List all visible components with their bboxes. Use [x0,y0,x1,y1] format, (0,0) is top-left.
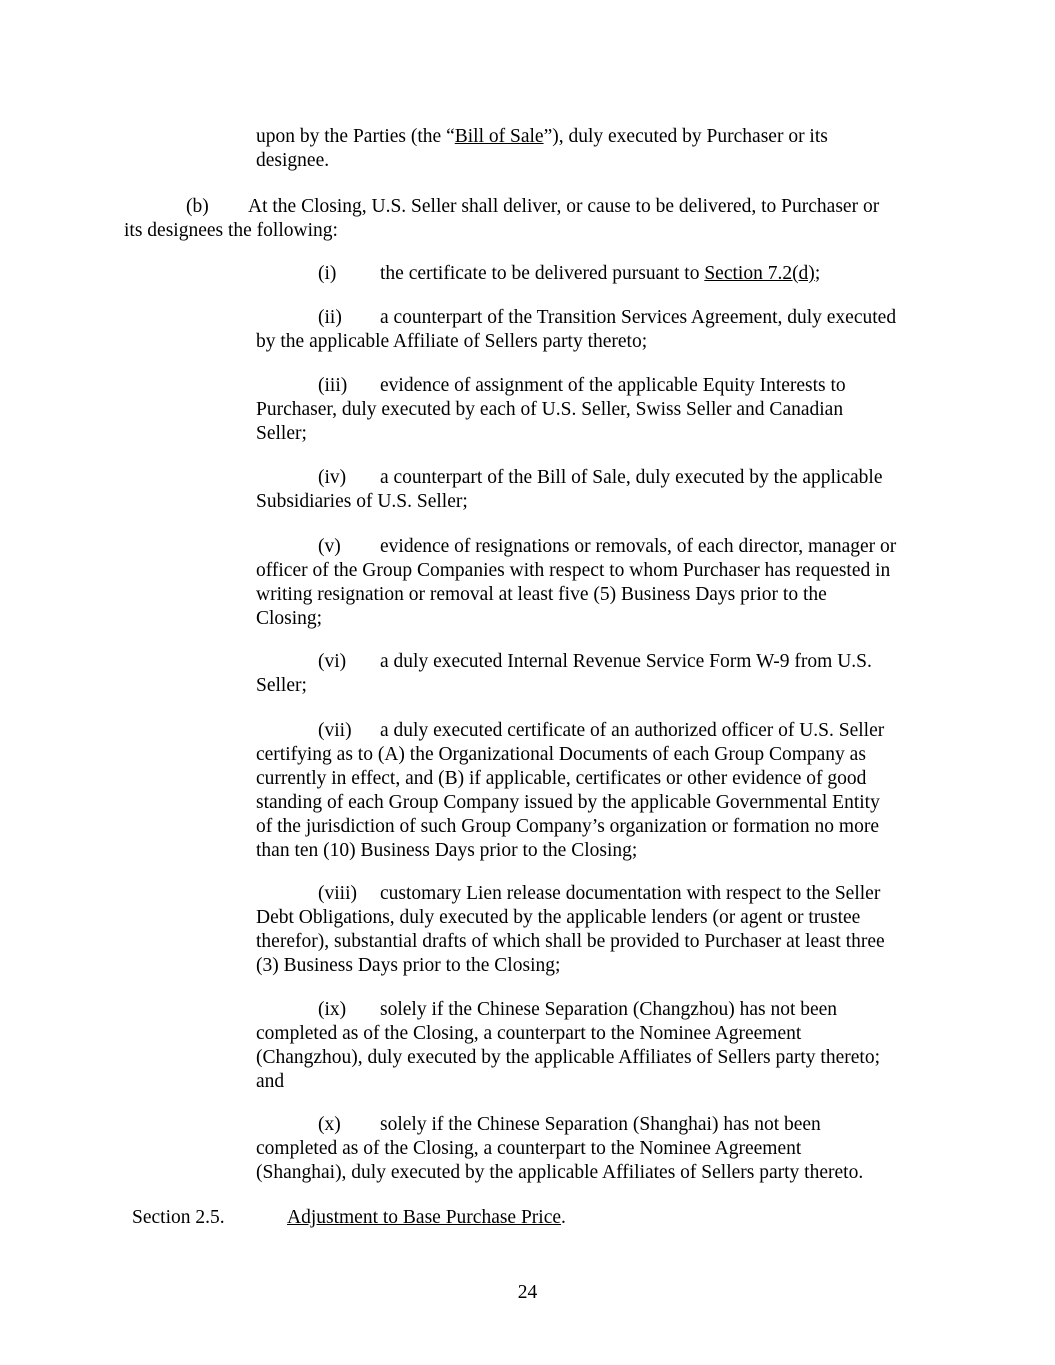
section-heading [287,1206,566,1230]
item-text: Purchaser, duly executed by each of U.S. Seller, Swiss Seller and Canadian [256,399,844,420]
item-text: standing of each Group Company issued by the applicable Governmental Entity [256,792,880,813]
item-text: therefor), substantial drafts of which shall be provided to Purchaser at least three [256,931,885,952]
item-label: (x) [318,1114,341,1135]
list-item-i [256,262,946,286]
intro-text: upon by the Parties (the “ [256,126,455,147]
list-item-vii [256,719,946,863]
item-text: currently in effect, and (B) if applicable, certificates or other evidence of good [256,768,867,789]
item-text: evidence of assignment of the applicable Equity Interests to [380,375,846,396]
item-text: completed as of the Closing, a counterpart to the Nominee Agreement [256,1138,802,1159]
page-number: 24 [517,1282,538,1303]
intro-line-2: designee. [256,150,330,171]
item-text: and [256,1071,285,1092]
item-label: (iv) [318,467,347,488]
item-text: officer of the Group Companies with respect to whom Purchaser has requested in [256,560,891,581]
item-text: certifying as to (A) the Organizational Documents of each Group Company as [256,744,866,765]
list-item-iv [256,466,946,514]
item-text: by the applicable Affiliate of Sellers party thereto; [256,331,648,352]
item-text: (3) Business Days prior to the Closing; [256,955,561,976]
item-text: Seller; [256,423,307,444]
section-title-period: . [561,1207,566,1228]
item-label: (iii) [318,375,348,396]
item-label: (i) [318,263,337,284]
paragraph-b [124,195,944,243]
item-text-post: ; [814,263,821,284]
paragraph-b-text-2: its designees the following: [124,220,338,241]
item-label: (v) [318,536,341,557]
item-text: a counterpart of the Transition Services Agreement, duly executed [380,307,897,328]
item-text: customary Lien release documentation with respect to the Seller [380,883,881,904]
item-text: Seller; [256,675,307,696]
list-item-iii [256,374,946,446]
item-label: (vi) [318,651,347,672]
item-text: a counterpart of the Bill of Sale, duly executed by the applicable [380,467,883,488]
item-label: (ix) [318,999,347,1020]
bill-of-sale-term: Bill of Sale [454,126,544,147]
list-item-v [256,535,946,631]
intro-line-1 [256,125,828,149]
section-title: Adjustment to Base Purchase Price [287,1207,562,1228]
item-text: than ten (10) Business Days prior to the Closing; [256,840,638,861]
item-text: (Shanghai), duly executed by the applicable Affiliates of Sellers party thereto. [256,1162,864,1183]
item-text: a duly executed certificate of an authorized officer of U.S. Seller [380,720,885,741]
item-text: of the jurisdiction of such Group Company’s organization or formation no more [256,816,879,837]
item-text: writing resignation or removal at least five (5) Business Days prior to the [256,584,827,605]
section-reference: Section 7.2(d) [704,263,815,284]
list-item-ii [256,306,946,354]
list-item-viii [256,882,946,978]
item-text: a duly executed Internal Revenue Service Form W-9 from U.S. [380,651,872,672]
list-item-ix [256,998,946,1094]
item-text: solely if the Chinese Separation (Changzhou) has not been [380,999,838,1020]
item-text: solely if the Chinese Separation (Shanghai) has not been [380,1114,821,1135]
item-text: evidence of resignations or removals, of each director, manager or [380,536,897,557]
item-text: Debt Obligations, duly executed by the applicable lenders (or agent or trustee [256,907,861,928]
item-text: (Changzhou), duly executed by the applicable Affiliates of Sellers party thereto; [256,1047,880,1068]
item-text: Subsidiaries of U.S. Seller; [256,491,468,512]
item-label: (ii) [318,307,342,328]
item-text: completed as of the Closing, a counterpart to the Nominee Agreement [256,1023,802,1044]
section-number: Section 2.5. [132,1207,225,1228]
paragraph-b-text: At the Closing, U.S. Seller shall deliver, or cause to be delivered, to Purchaser or [248,196,880,217]
item-text: the certificate to be delivered pursuant to [380,263,705,284]
item-label: (vii) [318,720,352,741]
paragraph-b-label: (b) [186,196,209,217]
intro-text-post: ”), duly executed by Purchaser or its [543,126,828,147]
item-text: Closing; [256,608,323,629]
list-item-vi [256,650,946,698]
list-item-x [256,1113,946,1185]
item-label: (viii) [318,883,357,904]
